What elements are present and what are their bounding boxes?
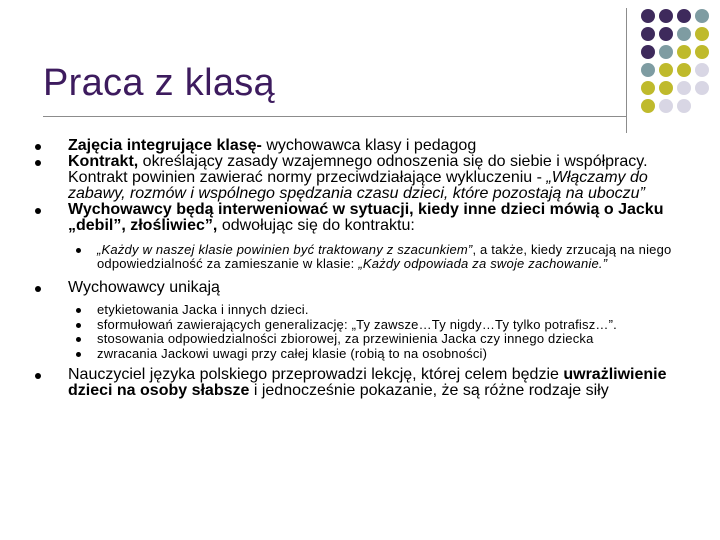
decorative-dot: [641, 45, 655, 59]
avoid-heading: Wychowawcy unikają: [68, 279, 220, 296]
integration-heading: Zajęcia integrujące klasę-: [68, 137, 262, 154]
decorative-dot: [695, 81, 709, 95]
sub-item-respect: [35, 243, 675, 270]
lesson-text: Nauczyciel języka polskiego przeprowadzi lekcję, której celem będzie: [68, 366, 564, 383]
decorative-dot: [677, 99, 691, 113]
bullet-marker: [35, 373, 41, 379]
decorative-dot: [695, 27, 709, 41]
bullet-marker: [35, 160, 41, 166]
decorative-dot: [641, 9, 655, 23]
sub-bullet-marker: [76, 352, 81, 357]
decorative-dot: [677, 81, 691, 95]
sub-item-labeling: [35, 303, 675, 317]
lesson-emphasis: uwrażliwienie dzieci na osoby słabsze: [68, 366, 667, 399]
contract-heading: Kontrakt,: [68, 153, 139, 170]
bullet-item-avoid: [35, 280, 675, 296]
bullet-item-lesson: [35, 367, 675, 399]
decorative-dot: [659, 81, 673, 95]
sub-bullet-marker: [76, 323, 81, 328]
decorative-dot: [659, 9, 673, 23]
decorative-dot: [641, 63, 655, 77]
decorative-dot: [659, 63, 673, 77]
sub-item-text: zwracania Jackowi uwagi przy całej klasie (robią to na osobności): [97, 345, 488, 361]
intervention-text: odwołując się do kontraktu:: [217, 217, 415, 234]
bullet-item-integration: [35, 138, 675, 154]
sub-item-collective: [35, 332, 675, 346]
title-underline: [43, 116, 627, 117]
decorative-dot: [695, 45, 709, 59]
slide-title: Praca z klasą: [43, 62, 275, 104]
sub-item-text: etykietowania Jacka i innych dzieci.: [97, 302, 309, 317]
decorative-dot: [695, 9, 709, 23]
decorative-dot: [695, 63, 709, 77]
decorative-dot: [677, 27, 691, 41]
bullet-item-intervention: [35, 202, 675, 234]
bullet-marker: [35, 208, 41, 214]
responsibility-quote: „Każdy odpowiada za swoje zachowanie.”: [358, 255, 608, 271]
decorative-dot: [641, 81, 655, 95]
bullet-item-contract: [35, 154, 675, 202]
integration-text: wychowawca klasy i pedagog: [261, 137, 477, 154]
respect-quote: „Każdy w naszej klasie powinien być traktowany z szacunkiem”: [97, 242, 473, 257]
decorative-dot: [641, 99, 655, 113]
decorative-dot: [659, 45, 673, 59]
decorative-dot: [677, 63, 691, 77]
decorative-dot: [659, 27, 673, 41]
decoration-vertical-line: [626, 8, 627, 133]
sub-bullet-marker: [76, 308, 81, 313]
decorative-dot: [677, 45, 691, 59]
sub-item-generalization: [35, 318, 675, 332]
decorative-dot: [659, 99, 673, 113]
lesson-text-end: i jednocześnie pokazanie, że są różne rodzaje siły: [249, 382, 609, 399]
sub-bullet-marker: [76, 337, 81, 342]
bullet-marker: [35, 144, 41, 150]
bullet-list: [35, 138, 675, 399]
decorative-dot: [641, 27, 655, 41]
intervention-heading: Wychowawcy będą interweniować w sytuacji, kiedy inne dzieci mówią o Jacku „debil”, złośliwiec”,: [68, 201, 664, 234]
contract-quote: „Włączamy do zabawy, rozmów i wspólnego spędzania czasu dzieci, które pozostają na uboczu”: [68, 169, 648, 202]
bullet-marker: [35, 286, 41, 292]
sub-item-public-remarks: [35, 347, 675, 361]
decorative-dot: [677, 9, 691, 23]
sub-item-text: sformułowań zawierających generalizację: „Ty zawsze…Ty nigdy…Ty tylko potrafisz…”.: [97, 316, 617, 332]
sub-item-text: stosowania odpowiedzialności zbiorowej, za przewinienia Jacka czy innego dziecka: [97, 331, 594, 346]
contract-text: określający zasady wzajemnego odnoszenia się do siebie i współpracy. Kontrakt powinien zawierać normy przeciwdziałające wykluczeniu -: [68, 153, 648, 186]
respect-text: , a także, kiedy zrzucają na niego odpowiedzialność za zamieszanie w klasie:: [97, 242, 672, 271]
sub-bullet-marker: [76, 248, 81, 253]
